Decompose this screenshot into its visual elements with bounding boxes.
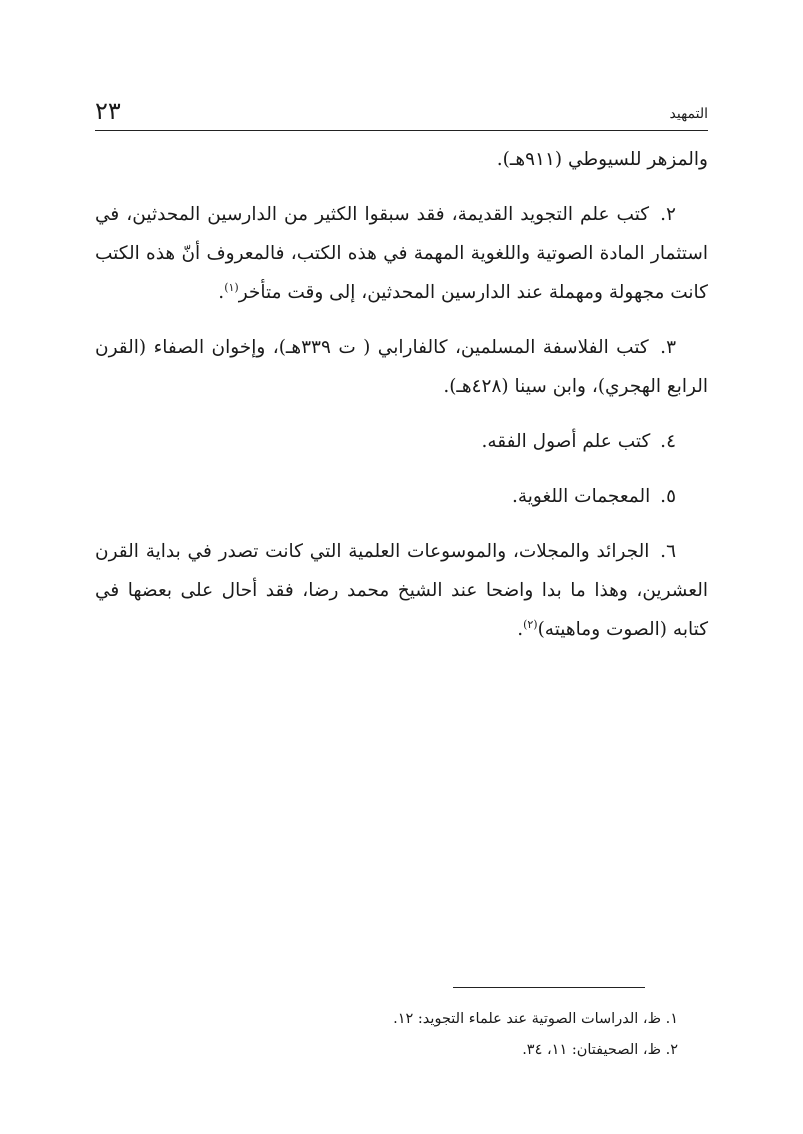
running-header [95, 96, 708, 130]
list-item-3 [95, 328, 708, 406]
list-number: ٦. [660, 541, 676, 562]
footnote-ref-2: (٢) [523, 617, 538, 631]
list-text: الجرائد والمجلات، والموسوعات العلمية التي كانت تصدر في بداية القرن العشرين، وهذا ما بدا واضحا عند الشيخ محمد رضا، فقد أحال على بعضها في كتابه (الصوت وماهيته) [95, 541, 708, 640]
list-item-5 [95, 477, 708, 516]
list-item-6 [95, 532, 708, 649]
body-text [95, 140, 708, 665]
list-text: المعجمات اللغوية. [511, 486, 651, 507]
footnote-ref-1: (١) [224, 280, 239, 294]
list-text: كتب علم أصول الفقه. [481, 431, 651, 452]
list-number: ٤. [660, 431, 676, 452]
chapter-title: التمهيد [669, 106, 708, 122]
list-text: كتب الفلاسفة المسلمين، كالفارابي ( ت ٣٣٩هـ)، وإخوان الصفاء (القرن الرابع الهجري)، وابن سينا (٤٢٨هـ). [95, 337, 708, 397]
list-text-tail: . [517, 619, 524, 640]
list-number: ٣. [660, 337, 676, 358]
footnote-2: ٢. ظ، الصحيفتان: ١١، ٣٤. [522, 1042, 678, 1058]
footnotes [95, 1004, 708, 1066]
footnote-separator [453, 987, 645, 988]
footnote-1: ١. ظ، الدراسات الصوتية عند علماء التجويد: ١٢. [393, 1011, 678, 1027]
header-rule [95, 130, 708, 131]
list-number: ٢. [660, 204, 676, 225]
list-item-2 [95, 195, 708, 312]
list-text: كتب علم التجويد القديمة، فقد سبقوا الكثير من الدارسين المحدثين، في استثمار المادة الصوتية واللغوية المهمة في هذه الكتب، فالمعروف أنّ هذه الكتب كانت مجهولة ومهملة عند الدارسين المحدثين، إلى وقت متأخر [95, 204, 708, 303]
page-number: ٢٣ [95, 97, 121, 125]
continued-paragraph: والمزهر للسيوطي (٩١١هـ). [496, 149, 708, 170]
list-item-4 [95, 422, 708, 461]
list-text-tail: . [218, 282, 225, 303]
list-number: ٥. [660, 486, 676, 507]
